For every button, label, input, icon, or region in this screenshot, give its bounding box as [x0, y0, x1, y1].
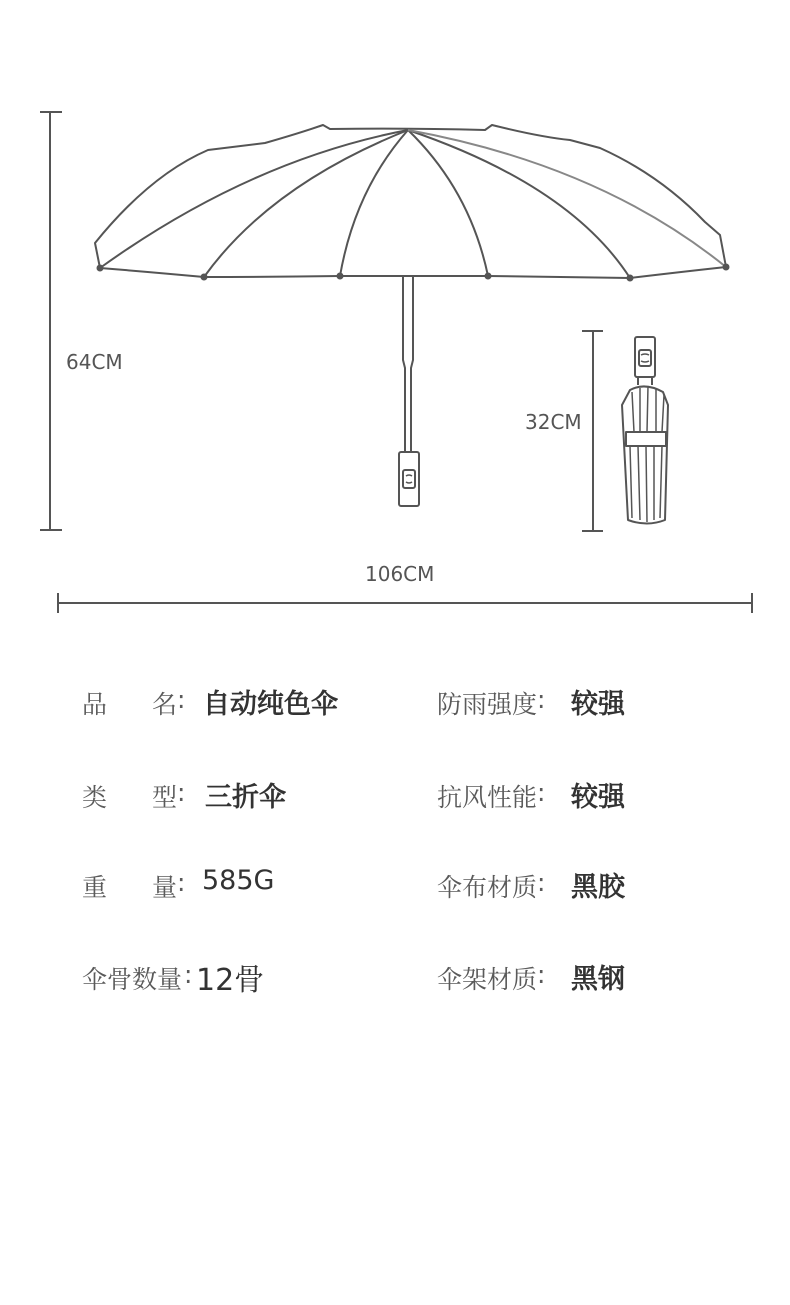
spec-label-name-b: 名	[152, 690, 178, 719]
spec-label-frame-material: 伞架材质	[437, 965, 538, 994]
spec-label-name-a: 品	[82, 690, 108, 719]
spec-value-rib-count: 12骨	[196, 963, 265, 998]
spec-value-weight: 585G	[202, 865, 275, 896]
spec-value-type: 三折伞	[205, 782, 286, 813]
spec-label-rib-count: 伞骨数量	[82, 965, 183, 994]
spec-label-weight-a: 重	[82, 873, 108, 902]
height-open-label: 64CM	[66, 350, 123, 374]
width-open-label: 106CM	[365, 562, 435, 586]
umbrella-dimension-diagram	[0, 0, 790, 640]
spec-value-wind-resistance: 较强	[571, 782, 625, 813]
colon: :	[184, 960, 193, 989]
spec-value-name: 自动纯色伞	[203, 689, 338, 720]
spec-value-canopy-material: 黑胶	[571, 872, 625, 903]
spec-value-rain-resistance: 较强	[571, 689, 625, 720]
width-dimension-line	[58, 593, 752, 613]
open-umbrella-icon	[95, 125, 729, 506]
spec-label-rain-resistance: 防雨强度	[437, 690, 538, 719]
colon: :	[537, 868, 546, 897]
spec-row-2	[0, 773, 790, 823]
folded-height-dimension-line	[582, 331, 603, 531]
spec-label-type-b: 型	[152, 783, 178, 812]
height-folded-label: 32CM	[525, 410, 582, 434]
spec-label-weight-b: 量	[152, 873, 178, 902]
spec-value-frame-material: 黑钢	[571, 964, 625, 995]
colon: :	[177, 778, 186, 807]
colon: :	[537, 960, 546, 989]
height-dimension-line	[40, 112, 62, 530]
colon: :	[177, 685, 186, 714]
colon: :	[537, 778, 546, 807]
spec-row-1	[0, 680, 790, 730]
spec-label-canopy-material: 伞布材质	[437, 873, 538, 902]
spec-row-3	[0, 863, 790, 913]
spec-row-4	[0, 955, 790, 1005]
colon: :	[177, 868, 186, 897]
folded-umbrella-icon	[622, 337, 668, 524]
spec-label-wind-resistance: 抗风性能	[437, 783, 538, 812]
spec-label-type-a: 类	[82, 783, 108, 812]
colon: :	[537, 685, 546, 714]
